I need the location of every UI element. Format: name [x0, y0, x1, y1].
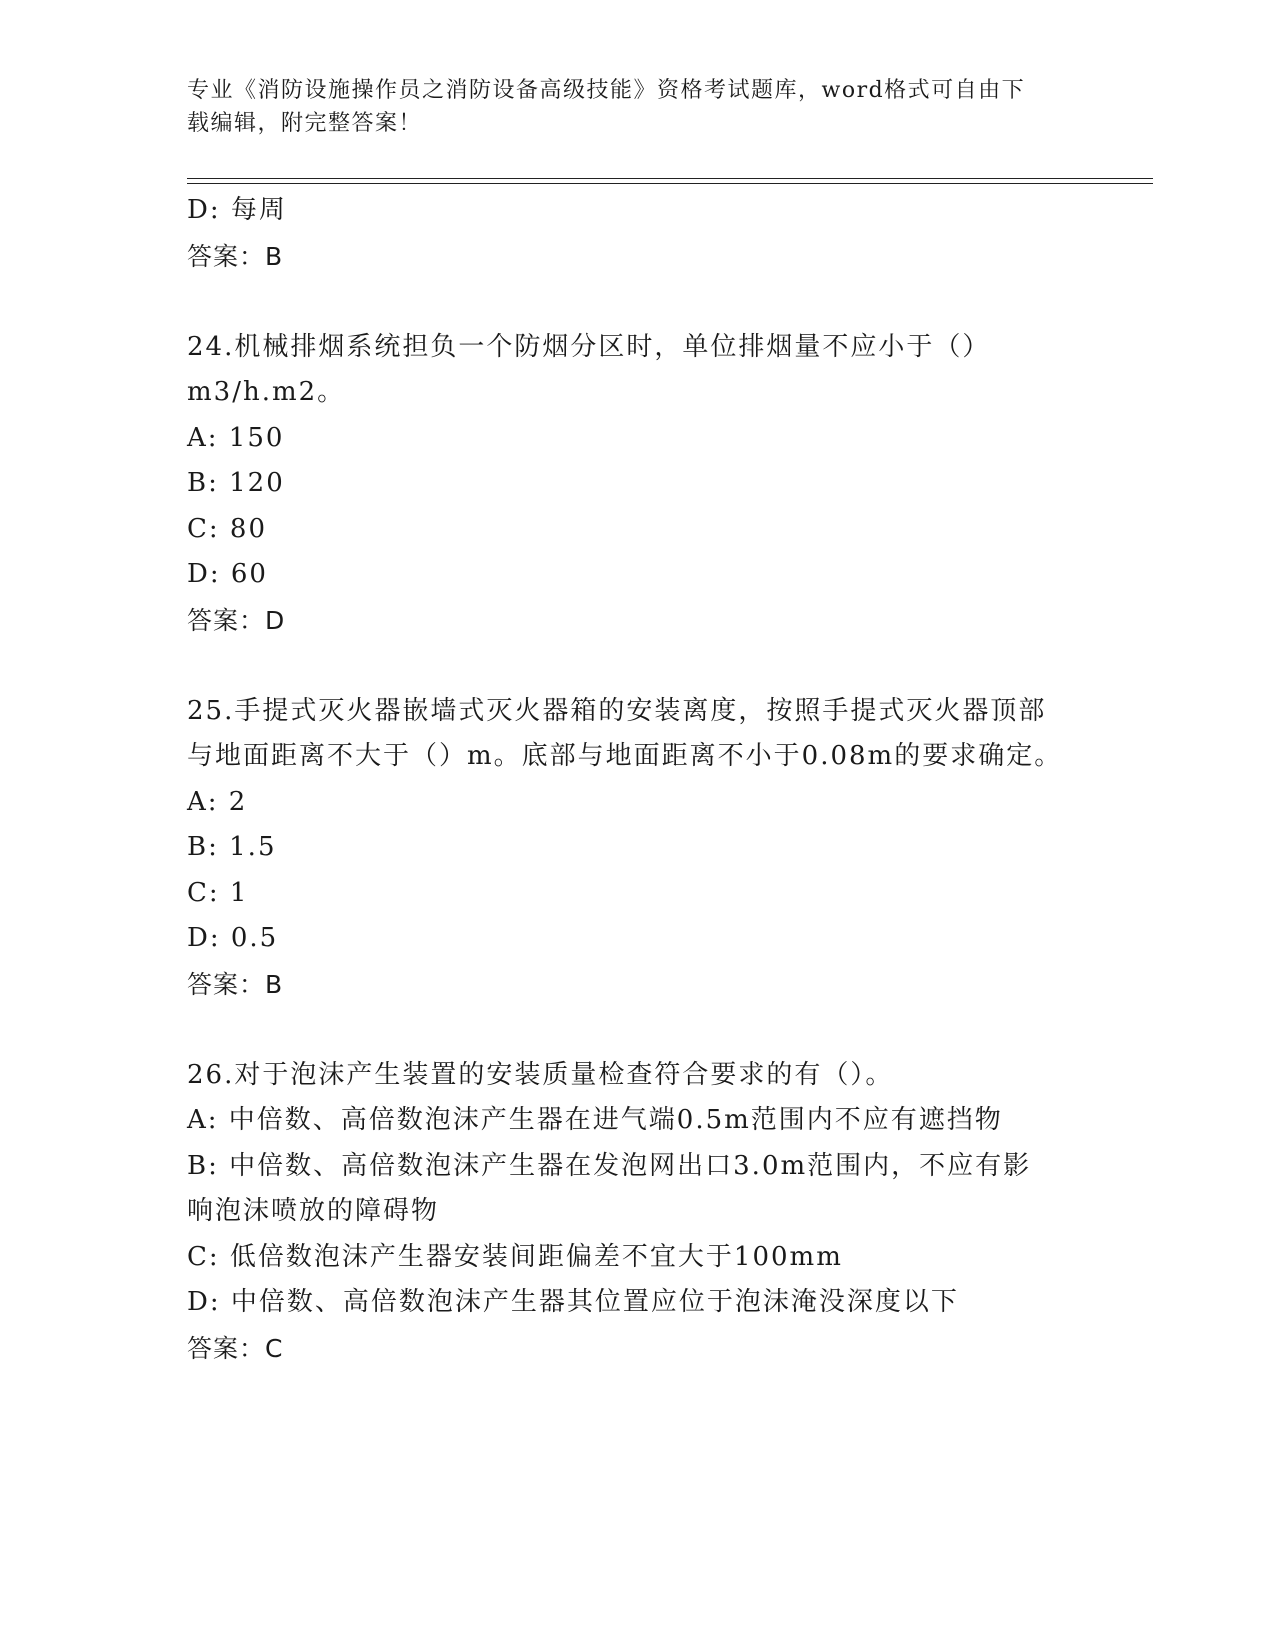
q25-stem-line-1: 25.手提式灭火器嵌墙式灭火器箱的安装离度，按照手提式灭火器顶部 — [187, 695, 1047, 726]
header-divider-top — [187, 178, 1153, 179]
q24-stem-line-2: m3/h.m2。 — [187, 377, 346, 407]
q26-stem: 26.对于泡沫产生装置的安装质量检查符合要求的有（）。 — [187, 1059, 894, 1090]
q26-option-b-line-2: 响泡沫喷放的障碍物 — [187, 1196, 440, 1226]
header-line-1: 专业《消防设施操作员之消防设备高级技能》资格考试题库，word格式可自由下 — [187, 78, 1026, 103]
q24-option-a: A: 150 — [187, 422, 285, 453]
spacer — [187, 279, 1087, 325]
prev-answer: 答案：B — [187, 241, 284, 271]
header-divider-bottom — [187, 183, 1153, 184]
prev-option-d: D: 每周 — [187, 195, 287, 225]
q26-answer: 答案：C — [187, 1333, 284, 1363]
q26-option-d: D: 中倍数、高倍数泡沫产生器其位置应位于泡沫淹没深度以下 — [187, 1287, 959, 1317]
q24-answer: 答案：D — [187, 605, 286, 635]
q24-option-d: D: 60 — [187, 559, 268, 589]
document-header — [187, 74, 1067, 140]
q26-option-a: A: 中倍数、高倍数泡沫产生器在进气端0.5m范围内不应有遮挡物 — [187, 1105, 1003, 1135]
q25-answer: 答案：B — [187, 969, 284, 999]
q25-option-b: B: 1.5 — [187, 832, 277, 862]
question-25 — [187, 689, 1087, 1008]
header-line-2: 载编辑，附完整答案！ — [187, 111, 423, 136]
q26-option-b-line-1: B: 中倍数、高倍数泡沫产生器在发泡网出口3.0m范围内，不应有影 — [187, 1150, 1032, 1181]
q24-option-b: B: 120 — [187, 468, 285, 498]
spacer — [187, 643, 1087, 689]
spacer — [187, 1007, 1087, 1053]
q25-option-a: A: 2 — [187, 786, 248, 817]
q25-option-d: D: 0.5 — [187, 923, 279, 953]
question-content — [187, 188, 1087, 1371]
q26-option-c: C: 低倍数泡沫产生器安装间距偏差不宜大于100mm — [187, 1241, 843, 1272]
q25-option-c: C: 1 — [187, 877, 249, 908]
q24-option-c: C: 80 — [187, 513, 268, 544]
question-24 — [187, 325, 1087, 644]
q24-stem-line-1: 24.机械排烟系统担负一个防烟分区时，单位排烟量不应小于（） — [187, 331, 991, 362]
question-26 — [187, 1053, 1087, 1372]
q25-stem-line-2: 与地面距离不大于（）m。底部与地面距离不小于0.08m的要求确定。 — [187, 741, 1063, 771]
